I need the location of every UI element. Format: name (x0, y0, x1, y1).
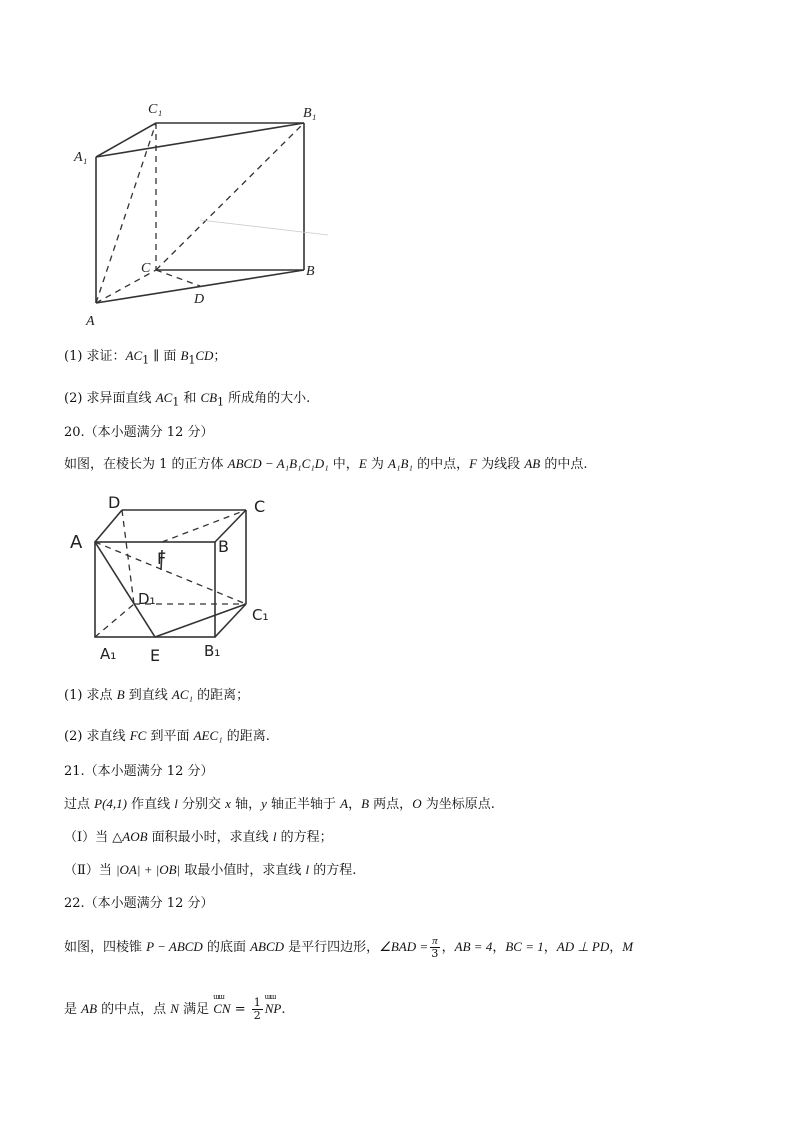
label-A: A (70, 532, 83, 553)
q21-stem: 过点 P(4,1) 作直线 l 分别交 x 轴，y 轴正半轴于 A，B 两点，O 为坐标原点. (64, 796, 495, 812)
one-half: $\frac{1}{2}$ (253, 996, 261, 1022)
q20-stem: 如图，在棱长为 1 的正方体 ABCD − A₁B₁C₁D₁ 中，E 为 A₁B₁ 的中点，F 为线段 AB 的中点. (64, 456, 588, 472)
q21-heading: 21.（本小题满分 12 分） (64, 764, 214, 779)
q20-part1: (1) 求点 B 到直线 AC₁ 的距离； (64, 687, 250, 703)
label-C1: C₁ (148, 102, 163, 117)
pi-over-three: $\frac{\pi}{3}$ (431, 935, 439, 960)
label-D: D (108, 493, 121, 512)
q20-part2: (2) 求直线 FC 到平面 AEC₁ 的距离. (64, 728, 270, 744)
q19-part1: (1) 求证：$AC_1$ ∥ 面 $B_1CD$； (64, 348, 227, 367)
q21-part1: （Ⅰ）当 △AOB 面积最小时，求直线 l 的方程； (64, 829, 333, 845)
q21-part2: （Ⅱ）当 |OA| + |OB| 取最小值时，求直线 l 的方程. (64, 862, 357, 878)
label-E: E (150, 646, 161, 665)
q22-line2: 是 AB 的中点，点 N 满足 ɯɯ CN = $\frac{1}{2}$ ɯɯ NP. (64, 992, 286, 1027)
label-B: B (306, 264, 315, 279)
q20-heading: 20.（本小题满分 12 分） (64, 425, 214, 440)
label-B: B (218, 537, 229, 556)
q19-part2: (2) 求异面直线 $AC_1$ 和 $CB_1$ 所成角的大小. (64, 390, 311, 409)
label-A: A (86, 314, 95, 329)
label-C: C (141, 261, 151, 276)
label-D1: D₁ (138, 590, 156, 608)
label-F: F (157, 549, 167, 568)
q22-stem: 如图，四棱锥 P − ABCD 的底面 ABCD 是平行四边形，∠BAD = $\frac{\pi}{3}$ ，AB = 4，BC = 1，AD ⊥ PD，M (64, 935, 634, 960)
vector-NP: ɯɯ NP (264, 992, 282, 1016)
prism-figure (60, 95, 340, 335)
label-C: C (254, 497, 266, 516)
q22-heading: 22.（本小题满分 12 分） (64, 896, 214, 911)
label-C1: C₁ (252, 606, 269, 624)
label-B1: B₁ (204, 642, 221, 660)
label-A1: A₁ (100, 645, 117, 663)
label-D: D (194, 292, 205, 307)
label-A1: A₁ (74, 150, 88, 165)
cube-figure (64, 492, 284, 670)
label-B1: B₁ (303, 106, 317, 121)
vector-CN: ɯɯ CN (213, 992, 231, 1016)
